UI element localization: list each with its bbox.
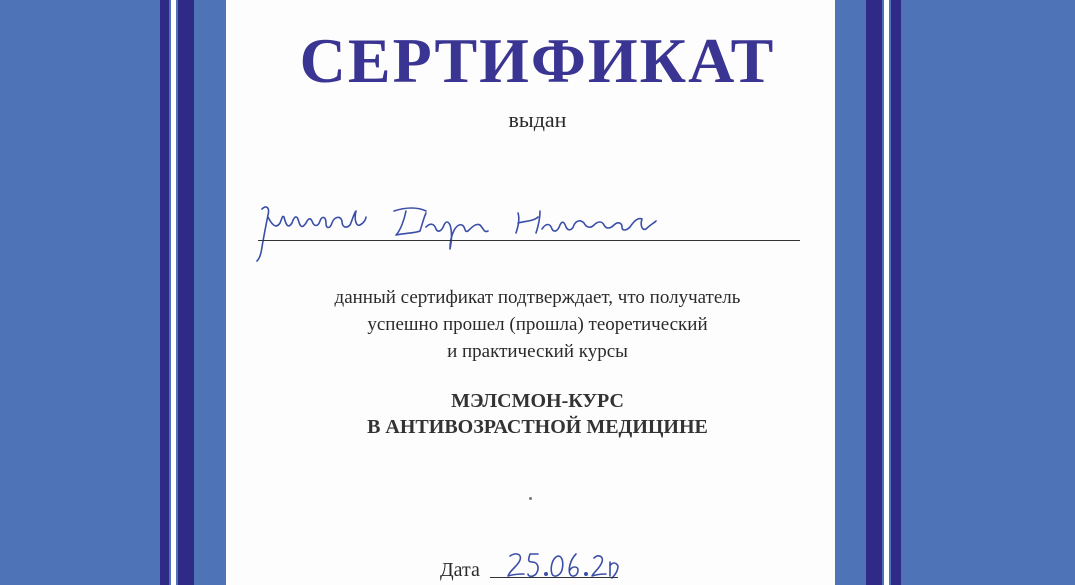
body-line-3: и практический курсы [447, 341, 628, 362]
certificate-body-text [0, 284, 1075, 365]
recipient-name-handwriting [256, 195, 706, 265]
body-line-1: данный сертификат подтверждает, что получатель [334, 287, 741, 308]
name-underline [258, 240, 800, 241]
date-label: Дата [440, 559, 480, 581]
issued-label: выдан [508, 107, 567, 132]
date-underline [490, 577, 618, 578]
course-line-1: МЭЛСМОН-КУРС [451, 390, 624, 412]
paper-speck [529, 497, 532, 500]
certificate-title: СЕРТИФИКАТ [299, 25, 776, 96]
course-line-2: В АНТИВОЗРАСТНОЙ МЕДИЦИНЕ [367, 416, 708, 438]
body-line-2: успешно прошел (прошла) теоретический [367, 314, 708, 335]
course-title [0, 388, 1075, 440]
